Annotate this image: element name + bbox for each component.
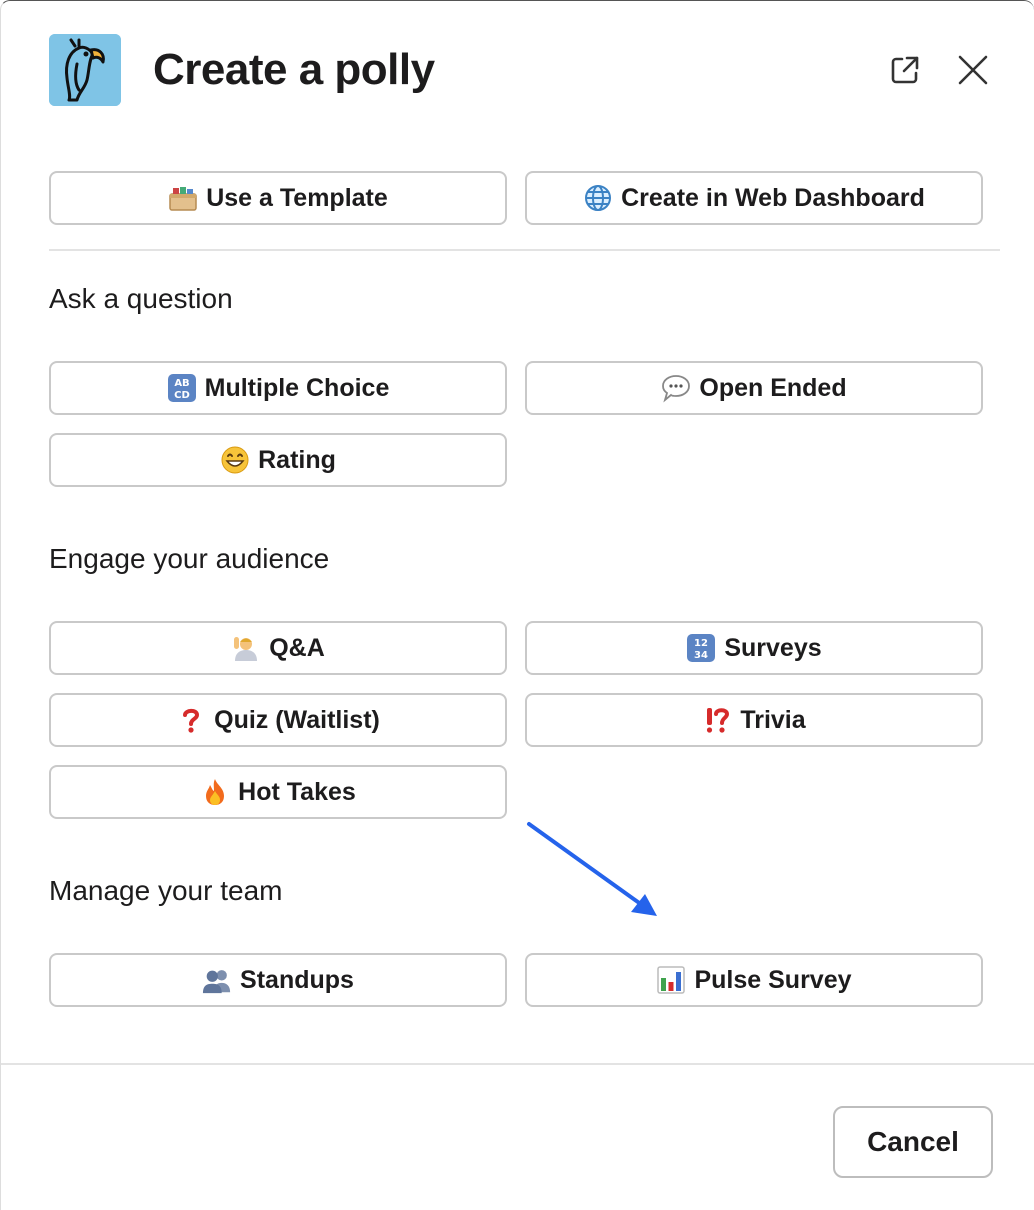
divider [49,249,1000,251]
footer-divider [1,1063,1034,1065]
svg-text:34: 34 [694,650,709,661]
red-question-mark-icon [176,705,206,735]
external-link-icon[interactable] [885,50,925,90]
surveys-button[interactable] [525,621,983,675]
trivia-label: Trivia [740,705,806,734]
section-title-engage: Engage your audience [49,543,330,574]
section-title-manage: Manage your team [49,875,283,906]
section-title-ask: Ask a question [49,283,233,314]
speech-balloon-icon [661,373,691,403]
qa-button[interactable] [49,621,507,675]
polly-parrot-icon [49,34,121,106]
modal-title: Create a polly [153,45,435,94]
qa-label: Q&A [269,633,325,662]
standups-label: Standups [240,965,354,994]
hot-takes-button[interactable] [49,765,507,819]
smile-icon [220,445,250,475]
quiz-waitlist-button[interactable] [49,693,507,747]
hot-takes-label: Hot Takes [238,777,356,806]
pulse-survey-button[interactable] [525,953,983,1007]
trivia-button[interactable] [525,693,983,747]
person-raising-hand-icon [231,633,261,663]
multiple-choice-button[interactable] [49,361,507,415]
numbers-1234-icon [686,633,716,663]
create-in-web-dashboard-label: Create in Web Dashboard [621,183,925,212]
open-ended-label: Open Ended [699,373,847,402]
cancel-button[interactable]: Cancel [833,1106,993,1178]
rating-label: Rating [258,445,336,474]
create-in-web-dashboard-button[interactable] [525,171,983,225]
open-ended-button[interactable] [525,361,983,415]
rating-button[interactable] [49,433,507,487]
multiple-choice-label: Multiple Choice [204,373,390,402]
standups-button[interactable] [49,953,507,1007]
svg-text:CD: CD [173,390,190,401]
modal-header [49,34,994,106]
annotation-arrow-icon [521,816,671,926]
use-template-button[interactable] [49,171,507,225]
interrobang-icon [702,705,732,735]
use-template-label: Use a Template [206,183,388,212]
svg-text:12: 12 [694,638,709,649]
busts-icon [202,965,232,995]
abcd-icon [167,373,197,403]
globe-icon [583,183,613,213]
svg-text:AB: AB [173,378,190,389]
close-icon[interactable] [953,50,993,90]
fire-icon [200,777,230,807]
bar-chart-icon [656,965,686,995]
surveys-label: Surveys [724,633,822,662]
card-file-box-icon [168,183,198,213]
quiz-waitlist-label: Quiz (Waitlist) [214,705,380,734]
pulse-survey-label: Pulse Survey [694,965,852,994]
